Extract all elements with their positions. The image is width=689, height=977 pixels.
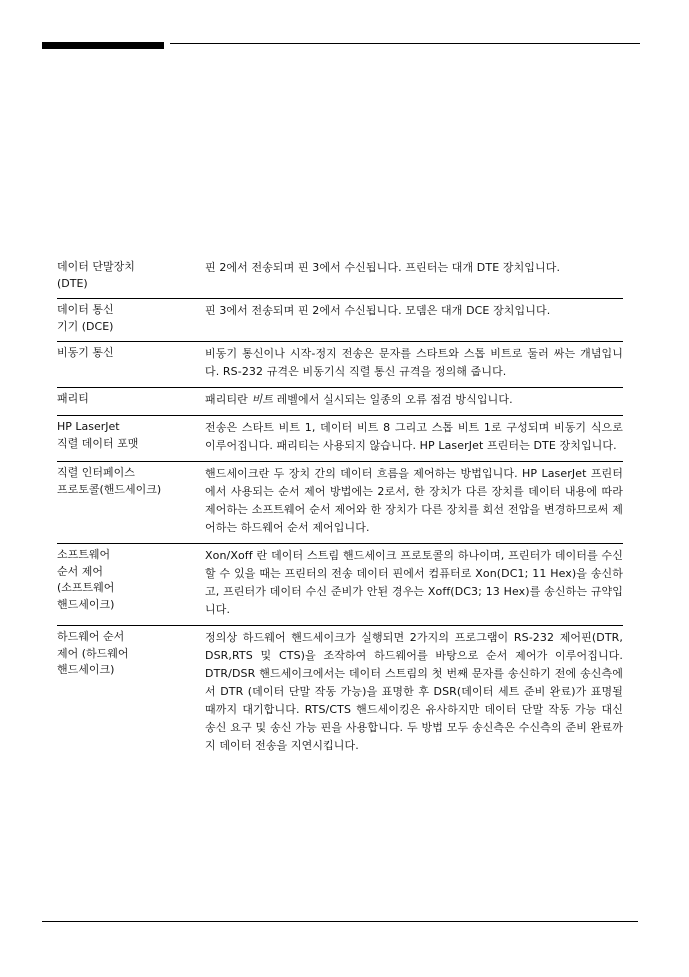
glossary-row-serial-format (57, 416, 623, 462)
glossary-term: HP LaserJet 직렬 데이터 포맷 (57, 420, 139, 450)
glossary-definition: 정의상 하드웨어 핸드세이크가 실행되면 2가지의 프로그램이 RS-232 제어핀(DTR, DSR,RTS 및 CTS)을 조작하여 하드웨어를 바탕으로 순서 제어가 이루어집니다. DTR/DSR 핸드세이크에서는 데이터 스트림의 첫 번째 문자를 송신하기 전에 송신측에서 DTR (데이터 단말 작동 가능)을 표명한 후 DSR(데이터 세트 준비 완료)가 표명될 때까지 대기합니다. RTS/CTS 핸드세이킹은 유사하지만 데이터 단말 작동 가능 대신 송신 요구 및 송신 가능 핀을 사용합니다. 두 방법 모두 송신측은 수신측의 준비 완료까지 데이터 전송을 지연시킵니다. (205, 631, 623, 752)
glossary-term: 패리티 (57, 392, 89, 405)
glossary-definition: 핀 2에서 전송되며 핀 3에서 수신됩니다. 프린터는 대개 DTE 장치입니다. (205, 261, 561, 274)
glossary-definition: 비동기 통신이나 시작-정지 전송은 문자를 스타트와 스톱 비트로 둘러 싸는 개념입니다. RS-232 규격은 비동기식 직렬 통신 규격을 정의해 줍니다. (205, 347, 623, 378)
definition-text: 레벨에서 실시되는 일종의 오류 점검 방식입니다. (272, 393, 513, 406)
glossary-row-parity (57, 388, 623, 416)
glossary-row-dce (57, 299, 623, 342)
glossary-term: 직렬 인터페이스 프로토콜(핸드세이크) (57, 466, 162, 496)
glossary-term: 비동기 통신 (57, 346, 114, 359)
glossary-row-async (57, 342, 623, 388)
glossary-term: 소프트웨어 순서 제어 (소프트웨어 핸드세이크) (57, 548, 115, 611)
glossary-term: 하드웨어 순서 제어 (하드웨어 핸드세이크) (57, 630, 129, 676)
glossary-table (57, 256, 623, 761)
glossary-term: 데이터 통신 기기 (DCE) (57, 303, 114, 333)
glossary-row-software-flow (57, 544, 623, 626)
header-bar (42, 42, 164, 49)
glossary-definition: 핸드세이크란 두 장치 간의 데이터 흐름을 제어하는 방법입니다. HP LaserJet 프린터에서 사용되는 순서 제어 방법에는 2로서, 한 장치가 다른 장치를 데이터 내용에 따라 제어하는 소프트웨어 순서 제어와 한 장치가 다른 장치를 회선 전압을 변경하므로써 제어하는 하드웨어 순서 제어입니다. (205, 467, 623, 534)
glossary-row-protocol (57, 462, 623, 544)
footer-rule (42, 921, 638, 922)
definition-emphasis: 비트 (251, 393, 273, 406)
glossary-term: 데이터 단말장치 (DTE) (57, 260, 135, 290)
glossary-definition: 전송은 스타트 비트 1, 데이터 비트 8 그리고 스톱 비트 1로 구성되며 비동기 식으로 이루어집니다. 패리티는 사용되지 않습니다. HP LaserJet 프린터는 DTE 장치입니다. (205, 421, 623, 452)
definition-text: 패리티란 (205, 393, 252, 406)
glossary-row-hardware-flow (57, 626, 623, 761)
glossary-row-dte (57, 256, 623, 299)
header-rule (170, 43, 640, 44)
glossary-definition: Xon/Xoff 란 데이터 스트림 핸드세이크 프로토콜의 하나이며, 프린터가 데이터를 수신할 수 있을 때는 프린터의 전송 데이터 핀에서 컴퓨터로 Xon(DC1; 11 Hex)을 송신하고, 프린터가 데이터 수신 준비가 안된 경우는 Xoff(DC3; 13 Hex)를 송신하는 규약입니다. (205, 549, 623, 616)
glossary-definition: 핀 3에서 전송되며 핀 2에서 수신됩니다. 모뎀은 대개 DCE 장치입니다. (205, 304, 551, 317)
glossary-definition (205, 391, 623, 409)
